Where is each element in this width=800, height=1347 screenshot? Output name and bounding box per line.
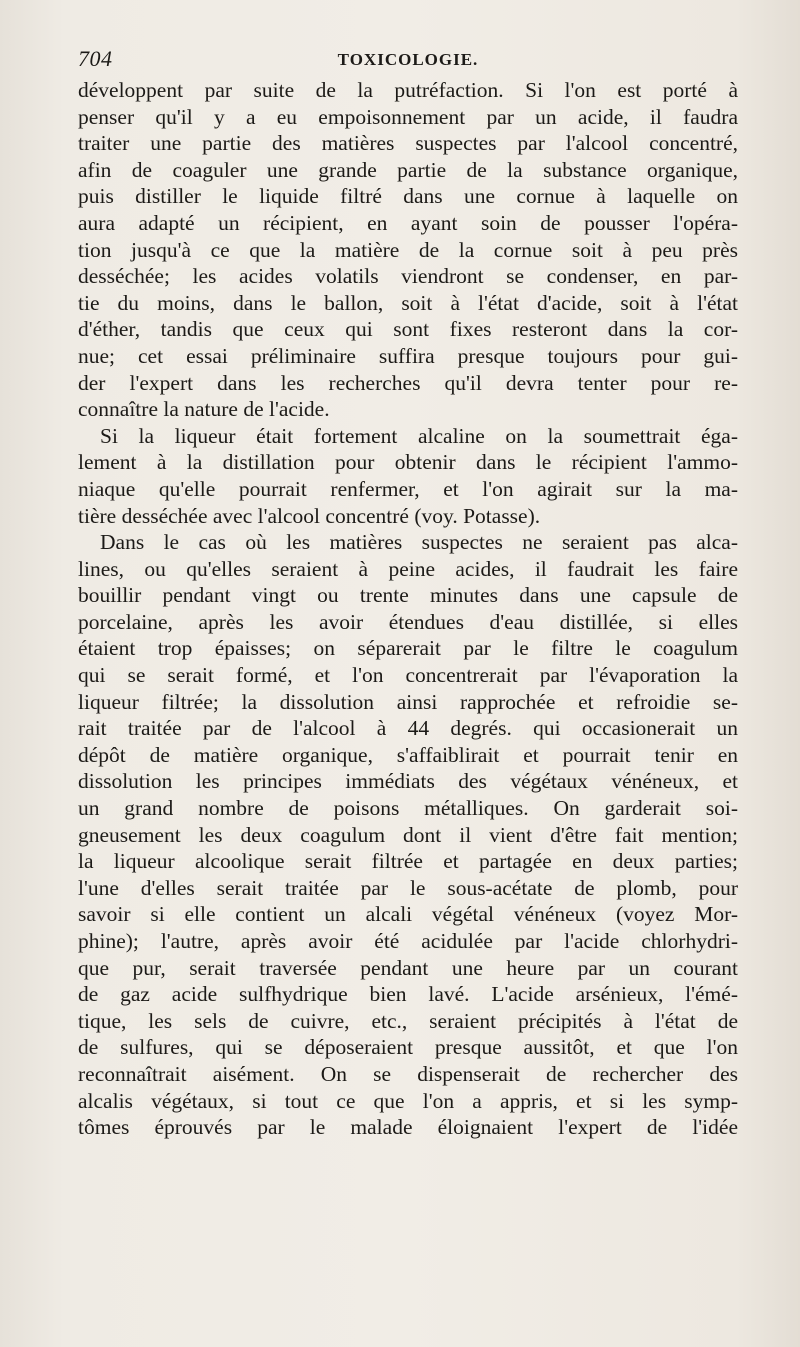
page-number: 704 [78, 46, 113, 71]
text-line: savoir si elle contient un alcali végétal vénéneux (voyez Mor- [78, 902, 738, 927]
paragraph-start-line: Dans le cas où les matières suspectes ne seraient pas alca- [100, 530, 738, 555]
text-line: tie du moins, dans le ballon, soit à l'état d'acide, soit à l'état [78, 290, 738, 315]
text-line: aura adapté un récipient, en ayant soin de pousser l'opéra- [78, 210, 738, 235]
text-line: tômes éprouvés par le malade éloignaient l'expert de l'idée [78, 1115, 738, 1140]
text-line: dissolution les principes immédiats des végétaux vénéneux, et [78, 769, 738, 794]
text-line: gneusement les deux coagulum dont il vient d'être fait mention; [78, 822, 738, 847]
text-line: traiter une partie des matières suspectes par l'alcool concentré, [78, 131, 738, 156]
text-line: niaque qu'elle pourrait renfermer, et l'on agirait sur la ma- [78, 476, 738, 501]
text-line: porcelaine, après les avoir étendues d'eau distillée, si elles [78, 609, 738, 634]
text-line: la liqueur alcoolique serait filtrée et partagée en deux parties; [78, 849, 738, 874]
paragraph-end-line: tière desséchée avec l'alcool concentré (voy. Potasse). [78, 503, 541, 528]
page-header [78, 40, 738, 74]
text-line: der l'expert dans les recherches qu'il devra tenter pour re- [78, 370, 738, 395]
text-line: développent par suite de la putréfaction. Si l'on est porté à [78, 78, 738, 102]
text-line: alcalis végétaux, si tout ce que l'on a appris, et si les symp- [78, 1088, 738, 1113]
text-line: puis distiller le liquide filtré dans une cornue à laquelle on [78, 184, 738, 209]
text-line: tion jusqu'à ce que la matière de la cornue soit à peu près [78, 237, 738, 262]
text-line: reconnaîtrait aisément. On se dispenserait de rechercher des [78, 1061, 738, 1086]
text-line: nue; cet essai préliminaire suffira presque toujours pour gui- [78, 343, 738, 368]
text-line: un grand nombre de poisons métalliques. On garderait soi- [78, 796, 738, 821]
body-text [78, 77, 738, 1141]
text-line: que pur, serait traversée pendant une heure par un courant [78, 955, 738, 980]
text-line: tique, les sels de cuivre, etc., seraient précipités à l'état de [78, 1008, 738, 1033]
text-line: de sulfures, qui se déposeraient presque aussitôt, et que l'on [78, 1035, 738, 1060]
text-line: afin de coaguler une grande partie de la substance organique, [78, 157, 738, 182]
text-line: l'une d'elles serait traitée par le sous-acétate de plomb, pour [78, 875, 738, 900]
text-line: lines, ou qu'elles seraient à peine acides, il faudrait les faire [78, 556, 738, 581]
text-line: phine); l'autre, après avoir été acidulée par l'acide chlorhydri- [78, 929, 738, 953]
text-line: lement à la distillation pour obtenir dans le récipient l'ammo- [78, 450, 738, 475]
paragraph-start-line: Si la liqueur était fortement alcaline on la soumettrait éga- [100, 423, 738, 448]
text-line: penser qu'il y a eu empoisonnement par un acide, il faudra [78, 104, 738, 129]
paragraph-end-line: connaître la nature de l'acide. [78, 397, 330, 422]
text-line: dépôt de matière organique, s'affaiblirait et pourrait tenir en [78, 742, 738, 767]
text-line: étaient trop épaisses; on séparerait par le filtre le coagulum [78, 636, 738, 661]
text-line: bouillir pendant vingt ou trente minutes dans une capsule de [78, 583, 738, 608]
text-line: d'éther, tandis que ceux qui sont fixes resteront dans la cor- [78, 317, 738, 342]
text-line: de gaz acide sulfhydrique bien lavé. L'acide arsénieux, l'émé- [78, 982, 738, 1007]
text-line: liqueur filtrée; la dissolution ainsi rapprochée et refroidie se- [78, 689, 738, 714]
text-line: desséchée; les acides volatils viendront se condenser, en par- [78, 264, 738, 289]
text-line: qui se serait formé, et l'on concentrerait par l'évaporation la [78, 663, 738, 688]
text-line: rait traitée par de l'alcool à 44 degrés. qui occasionerait un [78, 716, 738, 741]
running-title: TOXICOLOGIE. [337, 50, 479, 69]
